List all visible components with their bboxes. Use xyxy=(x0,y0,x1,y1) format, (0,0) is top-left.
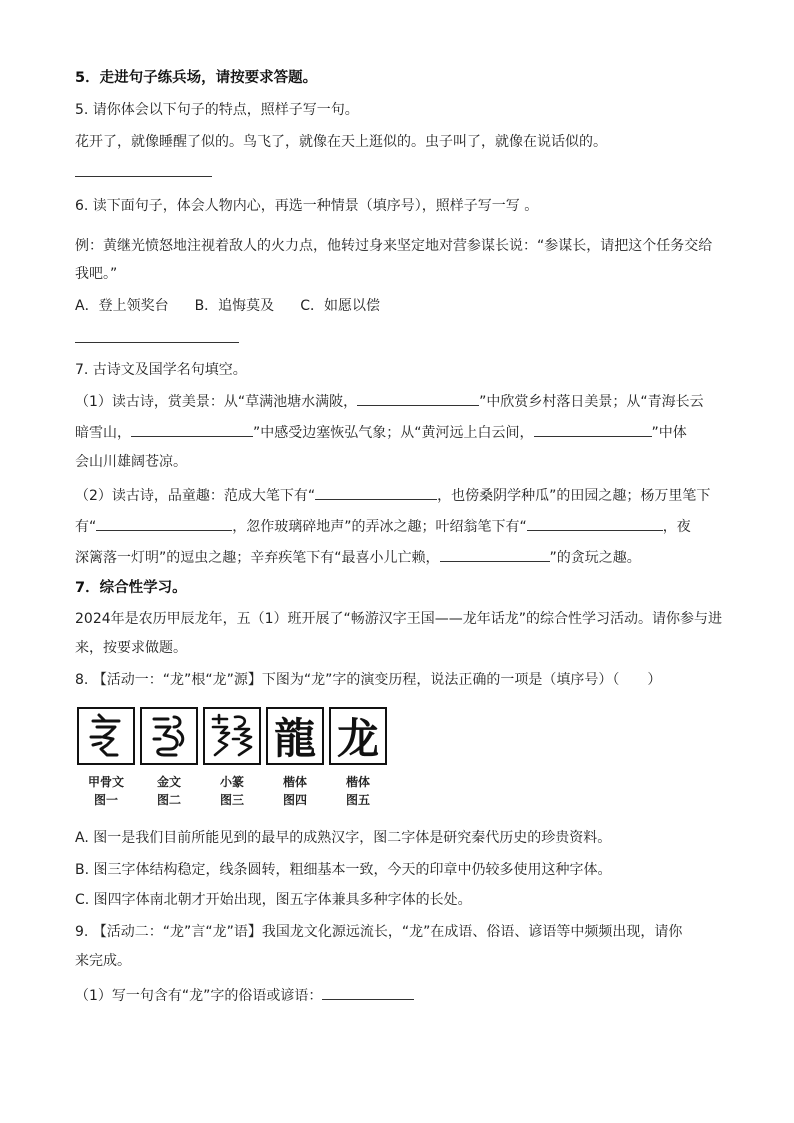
section7-intro-line1: 2024年是农历甲辰龙年，五（1）班开展了“畅游汉字王国——龙年话龙”的综合性学习活动。请你参与进 xyxy=(75,611,723,627)
q7-part1-line1 xyxy=(75,391,704,412)
q7-p1-text-b: ”中欣赏乡村落日美景；从“青海长云 xyxy=(479,394,704,410)
q6-prompt: 6. 读下面句子，体会人物内心，再选一种情景（填序号），照样子写一写 。 xyxy=(75,198,539,214)
figure4-label: 图四 xyxy=(282,793,307,807)
glyph-traditional-long: 龍 xyxy=(273,714,316,763)
q7-p1-text-c: 暗雪山， xyxy=(75,425,131,441)
q7-part1-line3: 会山川雄阔苍凉。 xyxy=(75,454,187,470)
small-seal-dragon-icon xyxy=(205,709,259,763)
q9-part1 xyxy=(75,985,414,1006)
figure5-script-name: 楷体 xyxy=(345,775,370,789)
figure1-label: 图一 xyxy=(93,793,118,807)
q7-prompt: 7. 古诗文及国学名句填空。 xyxy=(75,362,247,378)
q6-option-b: B．追悔莫及 xyxy=(194,298,275,314)
q7-blank-1[interactable] xyxy=(357,391,479,406)
figure1-oracle-bone-glyph xyxy=(77,707,135,765)
q7-p2-text-g: ”的贪玩之趣。 xyxy=(549,550,641,566)
q7-p2-text-f: 深篱落一灯明”的逗虫之趣；辛弃疾笔下有“最喜小儿亡赖， xyxy=(75,550,440,566)
q9-prompt-line2: 来完成。 xyxy=(75,953,131,969)
q7-blank-3[interactable] xyxy=(534,422,652,437)
figure5-label: 图五 xyxy=(345,793,370,807)
figure4-caption xyxy=(265,773,325,809)
figure3-script-name: 小篆 xyxy=(219,775,244,789)
q7-p2-text-b: ，也傍桑阴学种瓜”的田园之趣；杨万里笔下 xyxy=(437,488,711,504)
figure2-bronze-glyph xyxy=(140,707,198,765)
q7-part2-line1 xyxy=(75,485,710,506)
q7-part2-line3 xyxy=(75,547,641,568)
figure2-label: 图二 xyxy=(156,793,181,807)
figure5-regular-simplified-glyph xyxy=(329,707,387,765)
q7-blank-5[interactable] xyxy=(96,516,232,531)
q7-part1-line2 xyxy=(75,422,687,443)
figure5-caption xyxy=(328,773,388,809)
oracle-bone-dragon-icon xyxy=(79,709,133,763)
q6-options xyxy=(75,296,380,316)
q5-example: 花开了，就像睡醒了似的。鸟飞了，就像在天上逛似的。虫子叫了，就像在说话似的。 xyxy=(75,134,607,150)
q6-example-line1: 例：黄继光愤怒地注视着敌人的火力点，他转过身来坚定地对营参谋长说：“参谋长，请把这个任务交给 xyxy=(75,238,713,254)
q6-answer-line[interactable] xyxy=(75,342,239,343)
q8-option-b: B. 图三字体结构稳定，线条圆转，粗细基本一致，今天的印章中仍较多使用这种字体。 xyxy=(75,862,612,878)
q7-p1-text-a: （1）读古诗，赏美景：从“草满池塘水满陂， xyxy=(75,394,358,410)
q5-prompt: 5. 请你体会以下句子的特点，照样子写一句。 xyxy=(75,102,359,118)
q7-p1-text-d: ”中感受边塞恢弘气象；从“黄河远上白云间， xyxy=(253,425,534,441)
section7-intro-line2: 来，按要求做题。 xyxy=(75,640,187,656)
q7-blank-6[interactable] xyxy=(527,516,663,531)
q7-p2-text-d: ，忽作玻璃碎地声”的弄冰之趣；叶绍翁笔下有“ xyxy=(232,519,527,535)
q9-part1-text: （1）写一句含有“龙”字的俗语或谚语： xyxy=(75,988,323,1004)
q7-p2-text-a: （2）读古诗，品童趣：范成大笔下有“ xyxy=(75,488,316,504)
figure1-caption xyxy=(76,773,136,809)
q6-example-line2: 我吧。” xyxy=(75,266,118,282)
glyph-simplified-long: 龙 xyxy=(336,714,379,763)
figure2-caption xyxy=(139,773,199,809)
q8-prompt: 8. 【活动一：“龙”根“龙”源】下图为“龙”字的演变历程，说法正确的一项是（填序号）（ ） xyxy=(75,672,662,688)
q8-option-a: A. 图一是我们目前所能见到的最早的成熟汉字，图二字体是研究秦代历史的珍贵资料。 xyxy=(75,830,612,846)
figure2-script-name: 金文 xyxy=(156,775,181,789)
figure4-script-name: 楷体 xyxy=(282,775,307,789)
figure4-regular-traditional-glyph xyxy=(266,707,324,765)
q9-blank-1[interactable] xyxy=(322,985,414,1000)
q7-p2-text-e: ，夜 xyxy=(662,519,691,535)
section-5-heading: 5．走进句子练兵场，请按要求答题。 xyxy=(75,70,318,86)
dragon-evolution-figure xyxy=(77,707,389,765)
q8-option-c: C. 图四字体南北朝才开始出现，图五字体兼具多种字体的长处。 xyxy=(75,892,472,908)
figure3-caption xyxy=(202,773,262,809)
figure1-script-name: 甲骨文 xyxy=(87,775,124,789)
q7-blank-2[interactable] xyxy=(131,422,253,437)
q6-option-c: C．如愿以偿 xyxy=(300,298,380,314)
q7-blank-7[interactable] xyxy=(440,547,550,562)
q5-answer-line[interactable] xyxy=(75,176,212,177)
figure3-label: 图三 xyxy=(219,793,244,807)
q6-option-a: A．登上领奖台 xyxy=(75,298,169,314)
q7-p2-text-c: 有“ xyxy=(75,519,97,535)
q7-p1-text-e: ”中体 xyxy=(651,425,687,441)
figure3-small-seal-glyph xyxy=(203,707,261,765)
q7-blank-4[interactable] xyxy=(315,485,437,500)
q7-part2-line2 xyxy=(75,516,691,537)
section-7-heading: 7．综合性学习。 xyxy=(75,580,187,596)
bronze-dragon-icon xyxy=(142,709,196,763)
q9-prompt-line1: 9. 【活动二：“龙”言“龙”语】我国龙文化源远流长，“龙”在成语、俗语、谚语等中频频出现，请你 xyxy=(75,924,683,940)
